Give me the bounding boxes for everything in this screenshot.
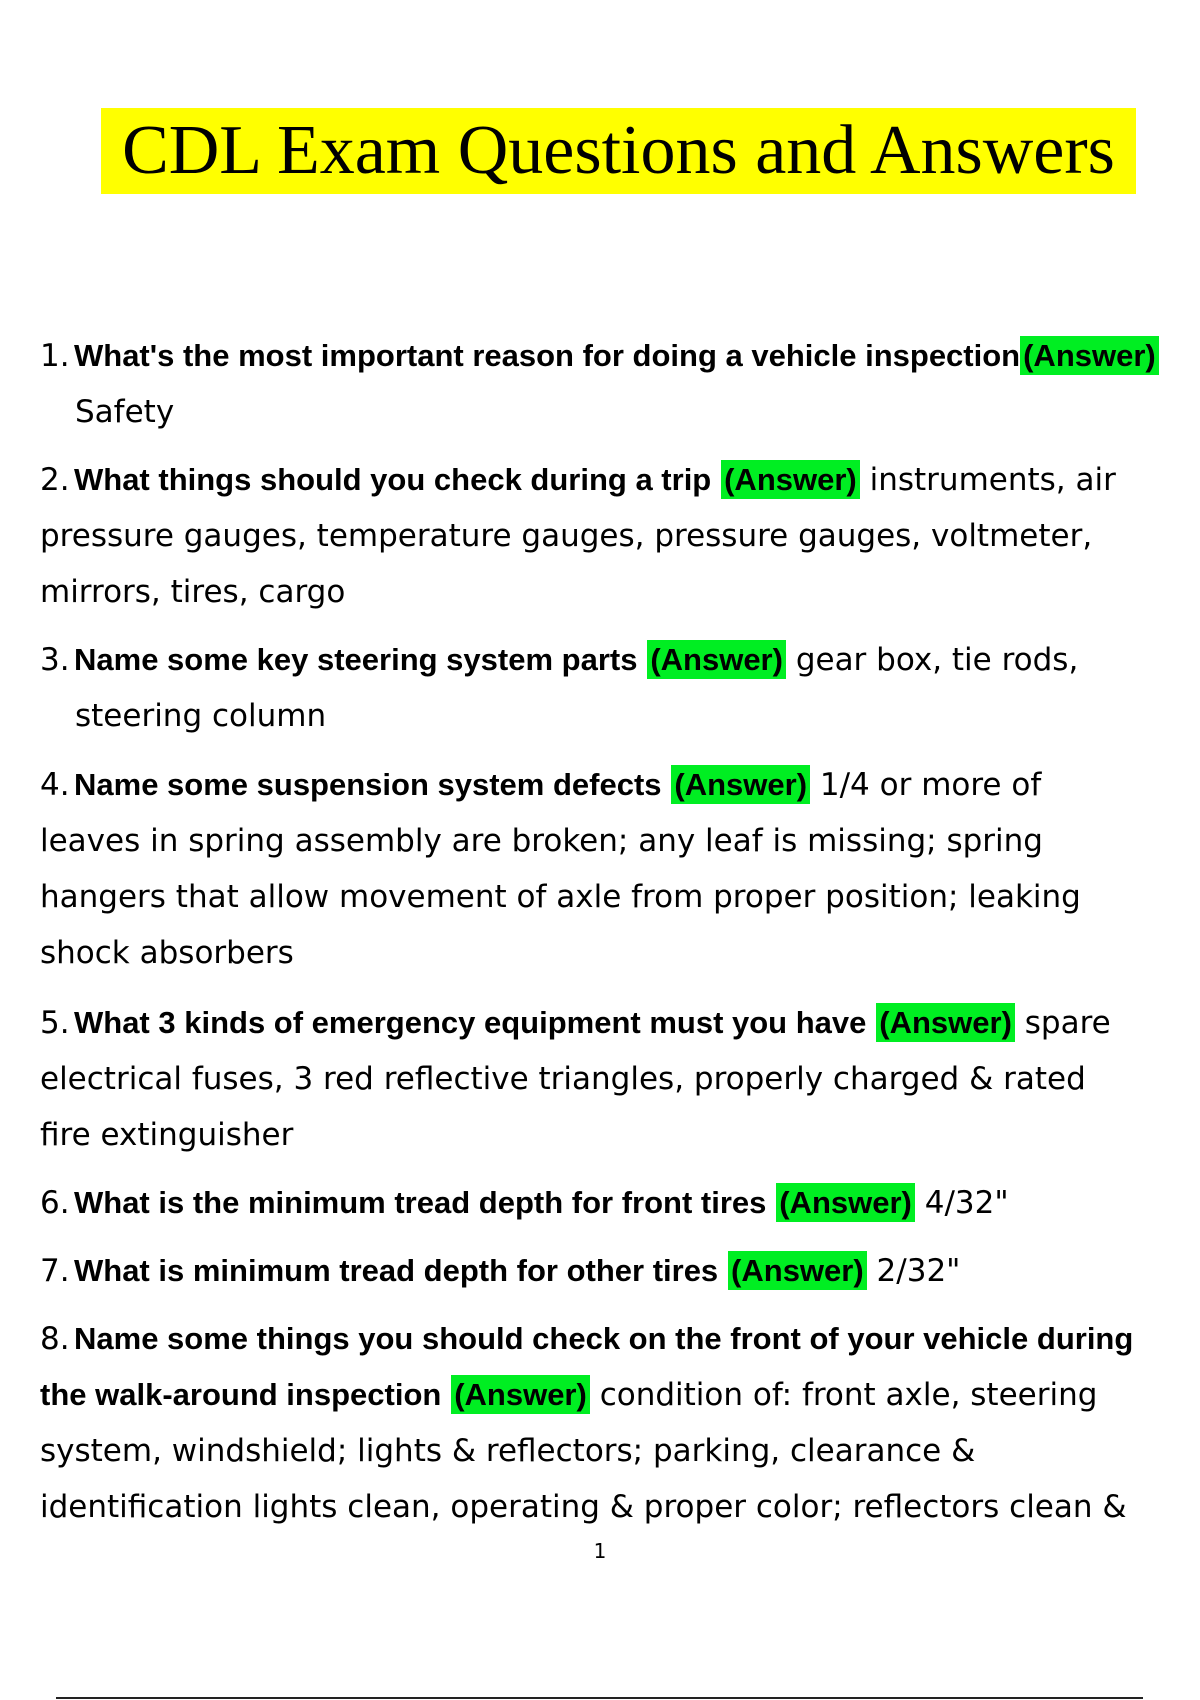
- question-text: Name some key steering system parts: [74, 642, 638, 677]
- answer-tag: (Answer): [671, 765, 810, 804]
- answer-tag: (Answer): [721, 460, 860, 499]
- qa-item-5: [40, 995, 1200, 1163]
- item-number: 4.: [40, 767, 70, 803]
- answer-text: shock absorbers: [40, 935, 294, 971]
- answer-text: instruments, air: [869, 462, 1116, 498]
- answer-text: fire extinguisher: [40, 1117, 294, 1153]
- answer-text: hangers that allow movement of axle from proper position; leaking: [40, 879, 1081, 915]
- answer-text: gear box, tie rods,: [795, 642, 1079, 678]
- answer-text: electrical fuses, 3 red reflective triangles, properly charged & rated: [40, 1061, 1086, 1097]
- qa-item-7: [40, 1243, 1200, 1299]
- question-text: What is the minimum tread depth for front tires: [74, 1185, 767, 1220]
- answer-tag: (Answer): [876, 1003, 1015, 1042]
- answer-tag: (Answer): [776, 1183, 915, 1222]
- answer-tag: (Answer): [728, 1251, 867, 1290]
- item-number: 3.: [40, 642, 70, 678]
- item-number: 2.: [40, 462, 70, 498]
- qa-item-3: [40, 632, 1200, 744]
- question-text: the walk-around inspection: [40, 1377, 442, 1412]
- footer-divider: [56, 1697, 1143, 1699]
- item-number: 6.: [40, 1185, 70, 1221]
- question-text: What is minimum tread depth for other tires: [74, 1253, 719, 1288]
- question-text: What 3 kinds of emergency equipment must you have: [74, 1005, 867, 1040]
- answer-tag: (Answer): [1020, 336, 1159, 375]
- document-title: CDL Exam Questions and Answers: [101, 108, 1136, 194]
- answer-text: pressure gauges, temperature gauges, pressure gauges, voltmeter,: [40, 518, 1093, 554]
- page-number: 1: [593, 1539, 607, 1563]
- answer-text: condition of: front axle, steering: [599, 1377, 1098, 1413]
- answer-tag: (Answer): [647, 640, 786, 679]
- question-text: Name some suspension system defects: [74, 767, 662, 802]
- question-text: Name some things you should check on the front of your vehicle during: [74, 1321, 1134, 1356]
- item-number: 7.: [40, 1253, 70, 1289]
- answer-text: mirrors, tires, cargo: [40, 574, 346, 610]
- answer-text: identification lights clean, operating & proper color; reflectors clean &: [40, 1489, 1127, 1525]
- item-number: 8.: [40, 1321, 70, 1357]
- qa-item-8: [40, 1311, 1200, 1535]
- question-text: What things should you check during a trip: [74, 462, 712, 497]
- answer-tag: (Answer): [451, 1375, 590, 1414]
- qa-item-2: [40, 452, 1200, 620]
- answer-text: spare: [1024, 1005, 1111, 1041]
- qa-item-4: [40, 757, 1200, 981]
- answer-text: 4/32": [924, 1185, 1009, 1221]
- qa-item-6: [40, 1175, 1200, 1231]
- answer-text: system, windshield; lights & reflectors; parking, clearance &: [40, 1433, 976, 1469]
- question-text: What's the most important reason for doing a vehicle inspection: [74, 338, 1021, 373]
- item-number: 1.: [40, 338, 70, 374]
- answer-text: steering column: [75, 698, 327, 734]
- answer-text: Safety: [75, 394, 175, 430]
- answer-text: 2/32": [876, 1253, 961, 1289]
- qa-item-1: [40, 328, 1200, 440]
- answer-text: leaves in spring assembly are broken; any leaf is missing; spring: [40, 823, 1043, 859]
- item-number: 5.: [40, 1005, 70, 1041]
- answer-text: 1/4 or more of: [819, 767, 1042, 803]
